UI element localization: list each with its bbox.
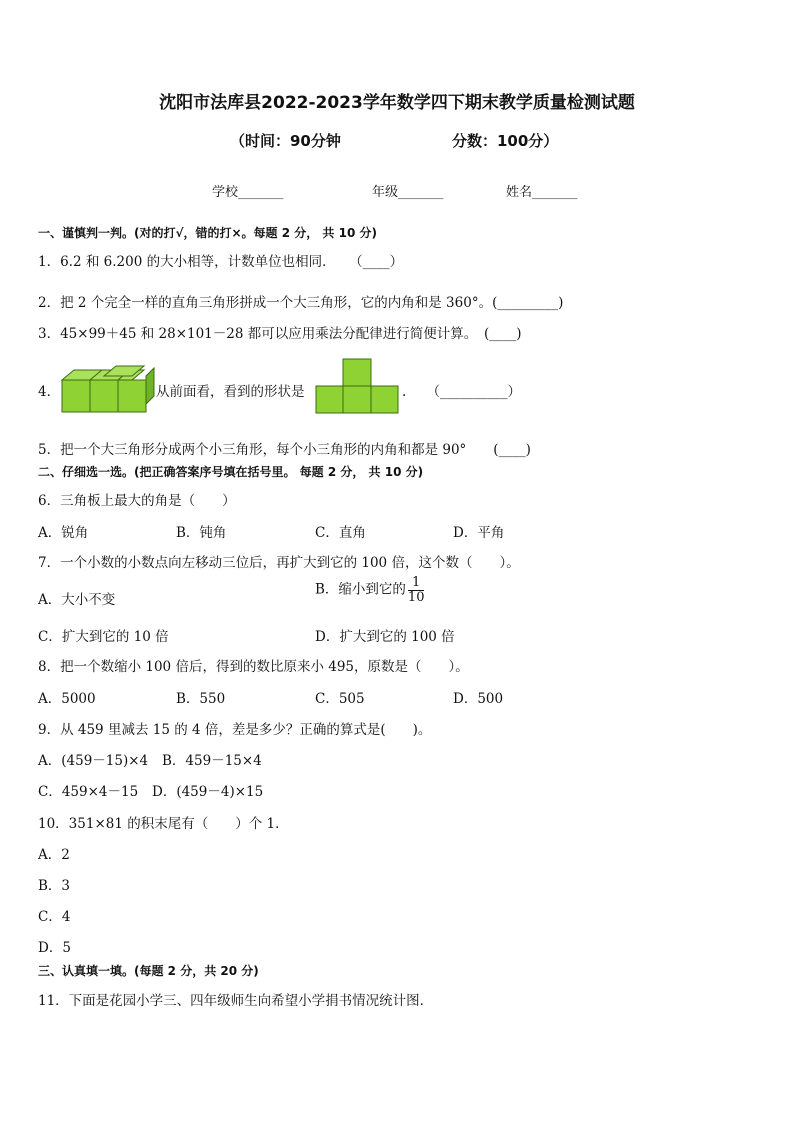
q8-option-c: C．505 bbox=[315, 691, 365, 707]
q7-option-b bbox=[315, 576, 424, 604]
question-4-blank: . （__________） bbox=[402, 384, 522, 400]
q7-option-d: D．扩大到它的 100 倍 bbox=[315, 629, 455, 645]
grade-field[interactable]: 年级_______ bbox=[372, 185, 444, 200]
question-1: 1．6.2 和 6.200 的大小相等，计数单位也相同． （____） bbox=[38, 254, 404, 270]
q8-option-a: A．5000 bbox=[38, 691, 96, 707]
question-3: 3．45×99＋45 和 28×101－28 都可以应用乘法分配律进行简便计算。 (____) bbox=[38, 326, 522, 342]
question-4-number: 4． bbox=[38, 384, 61, 400]
q8-option-d: D．500 bbox=[453, 691, 504, 707]
q6-option-b: B．钝角 bbox=[176, 525, 227, 541]
exam-title: 沈阳市法库县2022-2023学年数学四下期末教学质量检测试题 bbox=[159, 93, 635, 113]
front-view-shape bbox=[315, 358, 399, 414]
exam-time: （时间：90分钟 bbox=[230, 132, 341, 150]
question-7: 7．一个小数的小数点向左移动三位后，再扩大到它的 100 倍，这个数（ ）。 bbox=[38, 555, 520, 571]
question-2: 2．把 2 个完全一样的直角三角形拼成一个大三角形，它的内角和是 360°。(_________) bbox=[38, 295, 564, 311]
q7-option-a: A．大小不变 bbox=[38, 592, 116, 608]
question-6: 6．三角板上最大的角是（ ） bbox=[38, 493, 236, 509]
exam-score: 分数：100分） bbox=[452, 132, 559, 150]
question-5: 5．把一个大三角形分成两个小三角形，每个小三角形的内角和都是 90° (____) bbox=[38, 442, 531, 458]
q6-option-a: A．锐角 bbox=[38, 525, 89, 541]
q7-option-c: C．扩大到它的 10 倍 bbox=[38, 629, 169, 645]
q9-option-c: C．459×4－15 bbox=[38, 784, 139, 800]
section3-heading: 三、认真填一填。(每题 2 分，共 20 分) bbox=[38, 964, 259, 978]
fraction-one-tenth bbox=[408, 576, 425, 604]
question-4-text: 从前面看，看到的形状是 bbox=[156, 384, 305, 400]
fraction-numerator: 1 bbox=[408, 576, 425, 591]
q9-option-a: A．(459－15)×4 bbox=[38, 753, 149, 769]
question-11: 11．下面是花园小学三、四年级师生向希望小学捐书情况统计图． bbox=[38, 993, 434, 1009]
section1-heading: 一、谨慎判一判。(对的打√，错的打×。每题 2 分， 共 10 分) bbox=[38, 226, 377, 240]
fraction-denominator: 10 bbox=[407, 589, 425, 605]
question-9: 9．从 459 里减去 15 的 4 倍，差是多少？正确的算式是( )。 bbox=[38, 722, 432, 738]
q10-option-c: C．4 bbox=[38, 909, 71, 925]
q8-option-b: B．550 bbox=[176, 691, 226, 707]
q6-option-c: C．直角 bbox=[315, 525, 366, 541]
q9-option-d: D．(459－4)×15 bbox=[152, 784, 264, 800]
name-field[interactable]: 姓名_______ bbox=[506, 185, 578, 200]
q9-option-b: B．459－15×4 bbox=[162, 753, 262, 769]
q6-option-d: D．平角 bbox=[453, 525, 505, 541]
q7-option-b-label: B．缩小到它的 bbox=[315, 581, 406, 598]
school-field[interactable]: 学校_______ bbox=[212, 185, 284, 200]
question-10: 10．351×81 的积末尾有（ ）个 1． bbox=[38, 816, 289, 832]
cube-stack-3d-figure bbox=[60, 366, 154, 414]
section2-heading: 二、仔细选一选。(把正确答案序号填在括号里。 每题 2 分， 共 10 分) bbox=[38, 465, 424, 479]
q10-option-b: B．3 bbox=[38, 878, 71, 894]
question-8: 8．把一个数缩小 100 倍后，得到的数比原来小 495，原数是（ ）。 bbox=[38, 659, 469, 675]
q10-option-d: D．5 bbox=[38, 940, 71, 956]
q10-option-a: A．2 bbox=[38, 847, 70, 863]
